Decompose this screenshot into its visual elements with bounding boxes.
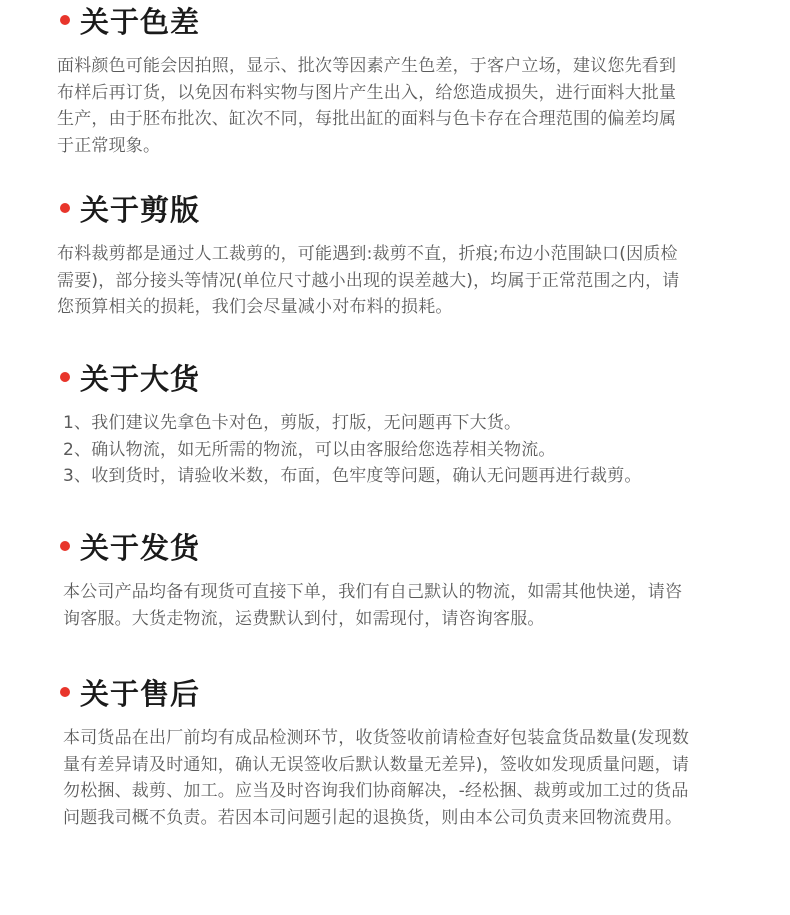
paragraph-line: 问题我司概不负责。若因本司问题引起的退换货，则由本公司负责来回物流费用。 [63, 807, 683, 828]
bullet-dot-icon [60, 15, 70, 25]
paragraph-line: 本司货品在出厂前均有成品检测环节，收货签收前请检查好包装盒货品数量(发现数 [63, 728, 690, 748]
section-list [63, 410, 642, 490]
list-item: 2、确认物流，如无所需的物流，可以由客服给您选荐相关物流。 [63, 439, 556, 460]
section-title: 关于大货 [80, 361, 201, 396]
section-heading [60, 0, 200, 40]
paragraph-line: 面料颜色可能会因拍照，显示、批次等因素产生色差，于客户立场，建议您先看到 [57, 56, 677, 76]
section-paragraph [63, 579, 682, 632]
list-item: 1、我们建议先拿色卡对色，剪版，打版，无问题再下大货。 [63, 413, 522, 433]
paragraph-line: 本公司产品均备有现货可直接下单，我们有自己默认的物流，如需其他快递，请咨 [63, 582, 683, 602]
section-paragraph [63, 725, 689, 831]
paragraph-line: 勿松捆、裁剪、加工。应当及时咨询我们协商解决，-经松捆、裁剪或加工过的货品 [63, 781, 689, 801]
paragraph-line: 您预算相关的损耗，我们会尽量减小对布料的损耗。 [57, 297, 453, 317]
paragraph-line: 布料裁剪都是通过人工裁剪的，可能遇到:裁剪不直，折痕;布边小范围缺口(因质检 [57, 244, 678, 264]
section-title: 关于色差 [80, 4, 201, 39]
section-heading [60, 357, 200, 397]
section-heading [60, 672, 200, 712]
list-item: 3、收到货时，请验收米数，布面，色牢度等问题，确认无问题再进行裁剪。 [63, 466, 642, 486]
section-title: 关于发货 [80, 530, 201, 565]
paragraph-line: 量有差异请及时通知，确认无误签收后默认数量无差异)，签收如发现质量问题，请 [63, 754, 690, 775]
bullet-dot-icon [60, 372, 70, 382]
section-title: 关于剪版 [80, 192, 201, 227]
paragraph-line: 需要)，部分接头等情况(单位尺寸越小出现的误差越大)，均属于正常范围之内，请 [57, 270, 680, 291]
bullet-dot-icon [60, 203, 70, 213]
paragraph-line: 于正常现象。 [57, 135, 161, 156]
paragraph-line: 询客服。大货走物流，运费默认到付，如需现付，请咨询客服。 [63, 608, 545, 629]
bullet-dot-icon [60, 541, 70, 551]
paragraph-line: 布样后再订货，以免因布料实物与图片产生出入，给您造成损失，进行面料大批量 [57, 82, 677, 103]
section-paragraph [57, 241, 680, 321]
bullet-dot-icon [60, 687, 70, 697]
section-heading [60, 526, 200, 566]
section-paragraph [57, 53, 676, 159]
section-heading [60, 188, 200, 228]
section-title: 关于售后 [80, 676, 201, 711]
paragraph-line: 生产，由于胚布批次、缸次不同，每批出缸的面料与色卡存在合理范围的偏差均属 [57, 109, 677, 129]
